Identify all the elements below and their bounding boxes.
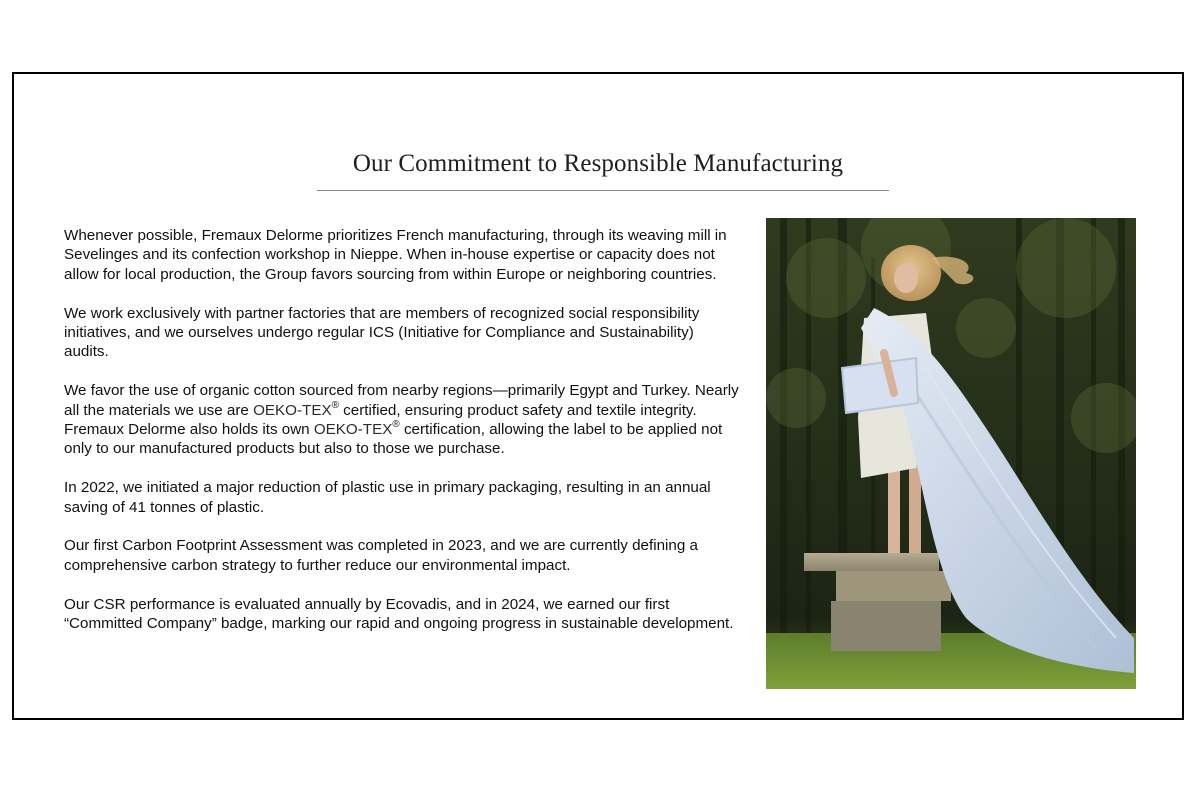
title-divider: [317, 190, 889, 191]
registered-mark: ®: [392, 418, 400, 430]
page-title: Our Commitment to Responsible Manufacturing: [352, 150, 844, 177]
paragraph-organic-cotton: [64, 381, 740, 459]
slide-frame: [12, 72, 1184, 720]
text-span: certification, allowing the label to be applied not only to our manufactured products but also to those we purchase.: [64, 421, 723, 458]
paragraph-carbon-footprint: Our first Carbon Footprint Assessment was completed in 2023, and we are currently defining a comprehensive carbon strategy to further reduce our environmental impact.: [64, 537, 698, 574]
paragraph-plastic-reduction: In 2022, we initiated a major reduction of plastic use in primary packaging, resulting in an annual saving of 41 tonnes of plastic.: [64, 479, 711, 516]
registered-mark: ®: [331, 399, 339, 411]
oeko-tex-label: OEKO-TEX: [313, 421, 393, 439]
paragraph-ecovadis: Our CSR performance is evaluated annually by Ecovadis, and in 2024, we earned our first “Committed Company” badge, marking our rapid and ongoing progress in sustainable development.: [64, 595, 734, 633]
paragraph-partner-factories: We work exclusively with partner factories that are members of recognized social responsibility initiatives, and we ourselves undergo regular ICS (Initiative for Compliance and Sustainability) audits.: [64, 304, 700, 361]
product-photo: [766, 218, 1136, 689]
oeko-tex-label: OEKO-TEX: [253, 401, 332, 419]
body-text: [64, 226, 740, 653]
text-span: certified, ensuring product safety and textile integrity. Fremaux Delorme also holds its own: [64, 401, 697, 439]
paragraph-local-manufacturing: Whenever possible, Fremaux Delorme prioritizes French manufacturing, through its weaving mill in Sevelinges and its confection workshop in Nieppe. When in-house expertise or capacity does not allow for local production, the Group favors sourcing from within Europe or neighboring countries.: [64, 227, 727, 283]
text-span: We favor the use of organic cotton sourced from nearby regions—primarily Egypt and Turkey. Nearly all the materials we use are: [64, 382, 739, 419]
